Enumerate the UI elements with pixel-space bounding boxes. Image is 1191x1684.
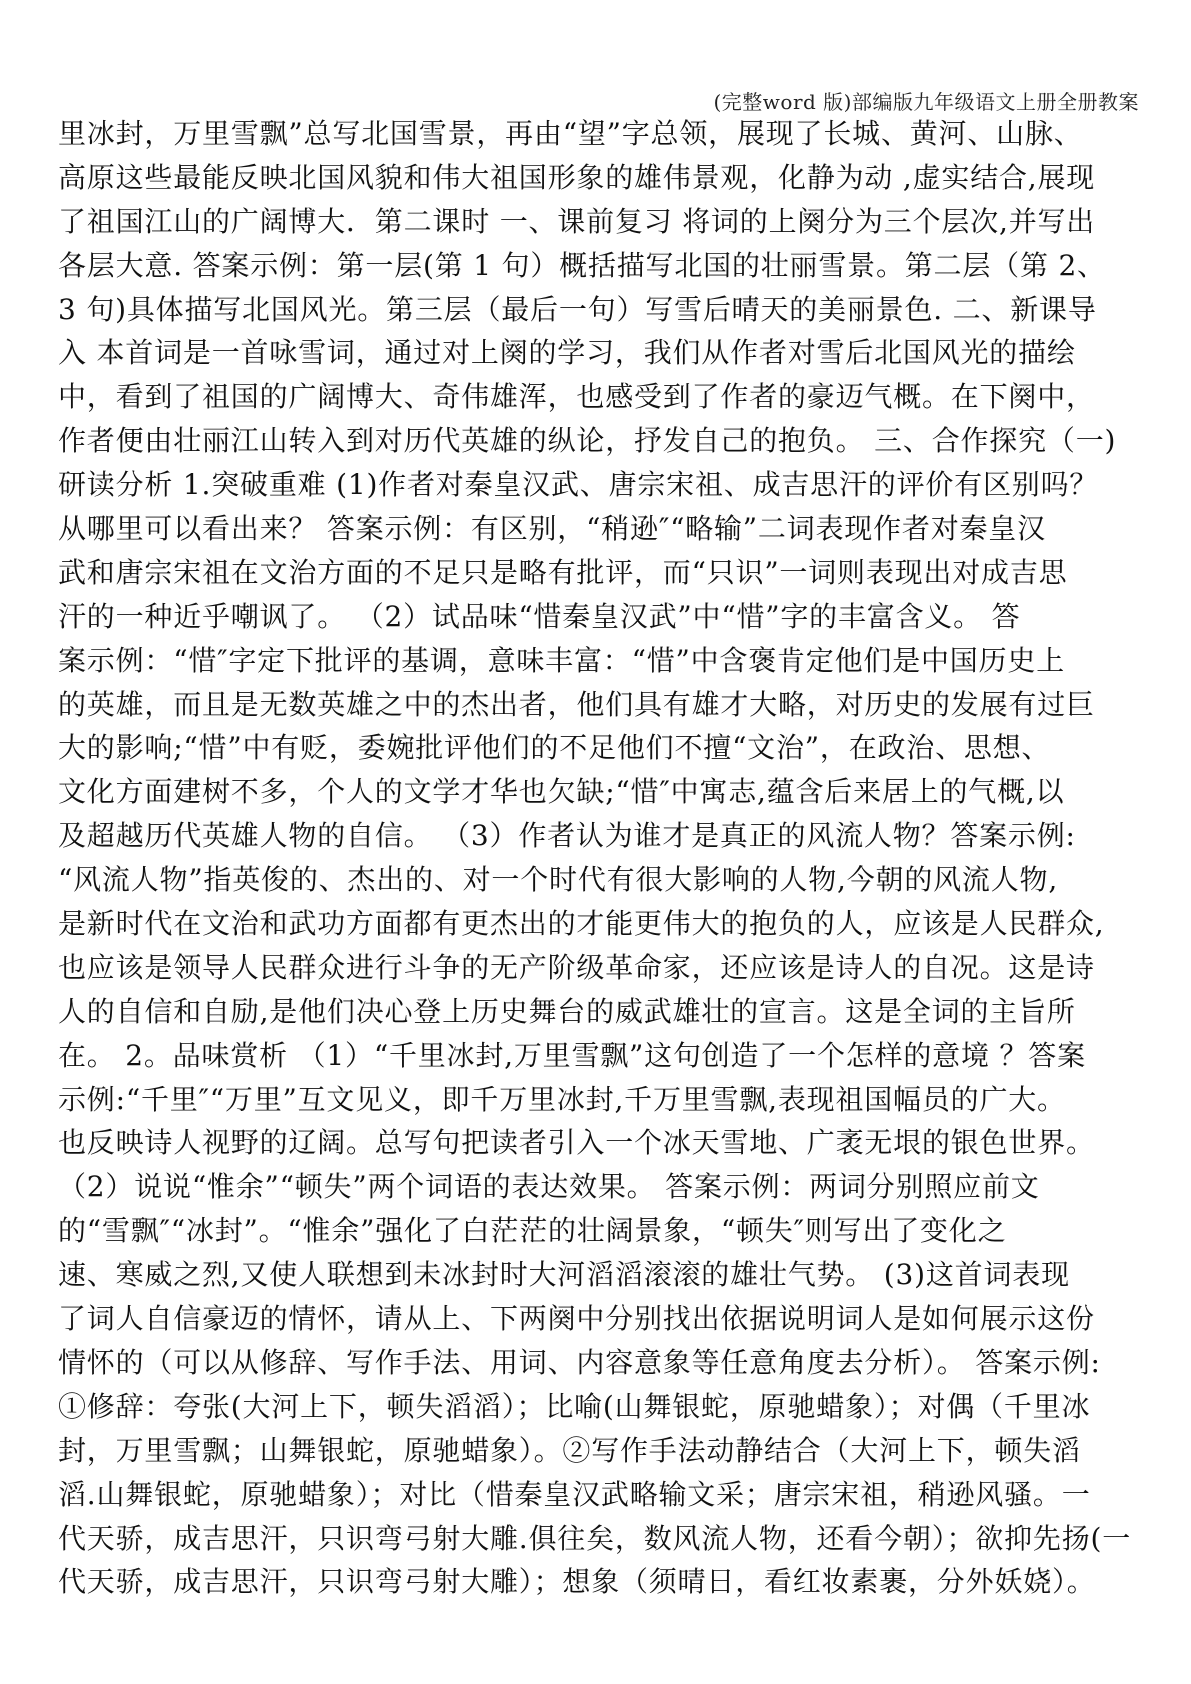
text-line: 里冰封，万里雪飘”总写北国雪景，再由“望”字总领，展现了长城、黄河、山脉、 [58, 117, 1083, 150]
text-line: 文化方面建树不多，个人的文学才华也欠缺;“惜″中寓志,蕴含后来居上的气概,以 [58, 775, 1065, 809]
text-line: 入 本首词是一首咏雪词，通过对上阕的学习，我们从作者对雪后北国风光的描绘 [58, 336, 1076, 370]
text-line: 作者便由壮丽江山转入到对历代英雄的纵论，抒发自己的抱负。 三、合作探究（一) [58, 424, 1117, 458]
text-line: 各层大意. 答案示例：第一层(第 1 句）概括描写北国的壮丽雪景。第二层（第 2、 [58, 248, 1106, 282]
text-line: 汗的一种近乎嘲讽了。 （2）试品味“惜秦皇汉武”中“惜”字的丰富含义。 答 [58, 599, 1021, 633]
text-line: ①修辞：夸张(大河上下，顿失滔滔）；比喻(山舞银蛇，原驰蜡象）；对偶（千里冰 [58, 1389, 1091, 1423]
text-line: 人的自信和自励,是他们决心登上历史舞台的威武雄壮的宣言。这是全词的主旨所 [58, 994, 1076, 1028]
text-line: 是新时代在文治和武功方面都有更杰出的才能更伟大的抱负的人，应该是人民群众, [58, 907, 1105, 941]
text-line: 及超越历代英雄人物的自信。 （3）作者认为谁才是真正的风流人物？答案示例: [58, 819, 1076, 853]
text-line: 示例:“千里″“万里”互文见义，即千万里冰封,千万里雪飘,表现祖国幅员的广大。 [58, 1082, 1066, 1116]
text-line: 3 句)具体描写北国风光。第三层（最后一句）写雪后晴天的美丽景色. 二、新课导 [58, 292, 1097, 326]
text-line: 了词人自信豪迈的情怀，请从上、下两阕中分别找出依据说明词人是如何展示这份 [58, 1302, 1095, 1336]
text-line: 也应该是领导人民群众进行斗争的无产阶级革命家，还应该是诗人的自况。这是诗 [58, 950, 1095, 984]
text-line: 代天骄，成吉思汗，只识弯弓射大雕.俱往矣，数风流人物，还看今朝）；欲抑先扬(一 [58, 1521, 1132, 1555]
text-line: 滔.山舞银蛇，原驰蜡象）；对比（惜秦皇汉武略输文采；唐宗宋祖，稍逊风骚。一 [58, 1477, 1091, 1511]
text-line: 大的影响;“惜”中有贬，委婉批评他们的不足他们不擅“文治”，在政治、思想、 [58, 731, 1051, 765]
text-line: “风流人物”指英俊的、杰出的、对一个时代有很大影响的人物,今朝的风流人物, [58, 863, 1059, 897]
text-line: 案示例：“惜″字定下批评的基调，意味丰富：“惜”中含褒肯定他们是中国历史上 [58, 643, 1066, 677]
text-line: 研读分析 1.突破重难 (1)作者对秦皇汉武、唐宗宋祖、成吉思汗的评价有区别吗？ [58, 468, 1099, 502]
body-text [58, 112, 1138, 1604]
text-line: 也反映诗人视野的辽阔。总写句把读者引入一个冰天雪地、广袤无垠的银色世界。 [58, 1126, 1095, 1160]
text-line: 速、寒威之烈,又使人联想到未冰封时大河滔滔滚滚的雄壮气势。 (3)这首词表现 [58, 1258, 1070, 1292]
text-line: 情怀的（可以从修辞、写作手法、用词、内容意象等任意角度去分析）。 答案示例: [58, 1345, 1101, 1379]
text-line: 了祖国江山的广阔博大．第二课时 一、课前复习 将词的上阕分为三个层次,并写出 [58, 204, 1096, 238]
text-line: 的英雄，而且是无数英雄之中的杰出者，他们具有雄才大略，对历史的发展有过巨 [58, 687, 1095, 721]
text-line: 的“雪飘″“冰封”。“惟余”强化了白茫茫的壮阔景象，“顿失″则写出了变化之 [58, 1214, 1007, 1248]
text-line: 封，万里雪飘；山舞银蛇，原驰蜡象）。②写作手法动静结合（大河上下，顿失滔 [58, 1433, 1081, 1467]
text-line: 武和唐宗宋祖在文治方面的不足只是略有批评，而“只识”一词则表现出对成吉思 [58, 555, 1068, 589]
text-line: 从哪里可以看出来？ 答案示例：有区别，“稍逊″“略输”二词表现作者对秦皇汉 [58, 512, 1046, 546]
text-line: 高原这些最能反映北国风貌和伟大祖国形象的雄伟景观，化静为动 ,虚实结合,展现 [58, 160, 1096, 194]
text-line: 在。 2。品味赏析 （1）“千里冰封,万里雪飘”这句创造了一个怎样的意境 ？答案 [58, 1038, 1086, 1072]
page-header: (完整word 版)部编版九年级语文上册全册教案 [713, 90, 1139, 114]
text-line: 代天骄，成吉思汗，只识弯弓射大雕）；想象（须晴日，看红妆素裹，分外妖娆）。 [58, 1565, 1096, 1599]
text-line: （2）说说“惟余”“顿失”两个词语的表达效果。 答案示例：两词分别照应前文 [58, 1170, 1040, 1204]
text-line: 中，看到了祖国的广阔博大、奇伟雄浑，也感受到了作者的豪迈气概。在下阕中， [58, 380, 1095, 414]
